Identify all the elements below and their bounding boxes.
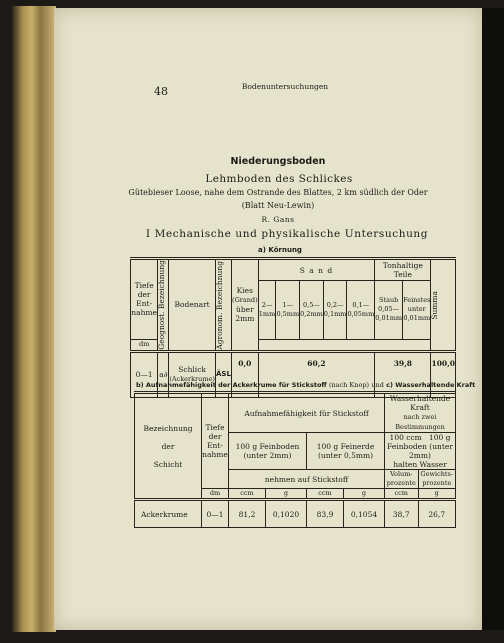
running-title: Bodenuntersuchungen — [241, 82, 329, 91]
nehmen-header: nehmen auf Stickstoff — [229, 470, 385, 489]
col-bodenart-header: Bodenart — [169, 259, 216, 352]
grain-size-table — [130, 257, 456, 398]
tiefe-b-unit: dm — [202, 489, 229, 500]
row-b-fe-ccm: 83,9 — [307, 500, 344, 528]
table-a-caption: a) Körnung — [258, 246, 302, 254]
col-tiefe-header: Tiefe der Ent- nahme — [131, 259, 158, 340]
row-b-volum: 38,7 — [385, 500, 419, 528]
unit-fe-ccm: ccm — [307, 489, 344, 500]
row-agronom: ÄSL — [215, 351, 231, 397]
col-tonhaltige-header: Tonhaltige Teile — [375, 259, 431, 281]
row-b-gewicht: 26,7 — [418, 500, 455, 528]
volum-header: Volum- prozente — [385, 470, 419, 489]
tiefe-unit: dm — [131, 339, 158, 351]
row-b-fb-g: 0,1020 — [266, 500, 307, 528]
col-wasser-header: Wasserhaltende Kraft nach zwei Bestimmungen — [385, 393, 456, 433]
wasser-sub-header: 100 ccm 100 g Feinboden (unter 2mm) halten Wasser — [385, 433, 456, 470]
gewicht-header: Gewichts- prozente — [418, 470, 455, 489]
row-bodenart: Schlick (Ackerkrume) — [169, 351, 216, 397]
book-page-edges — [12, 6, 56, 632]
row-kies: 0,0 — [232, 351, 259, 397]
sand-col-3: 0,5—0,2mm — [300, 281, 324, 340]
row-tiefe: 0—1 — [131, 351, 158, 397]
row-b-bezeichnung: Ackerkrume — [135, 500, 202, 528]
author: R. Gans — [261, 215, 295, 224]
feinerde-header: 100 g Feinerde (unter 0,5mm) — [307, 433, 385, 470]
col-bezeichnung-header: Bezeichnung der Schicht — [135, 393, 202, 500]
location-line-1: Gütebieser Loose, nahe dem Ostrande des Blattes, 2 km südlich der Oder — [128, 188, 428, 197]
unit-fe-g: g — [344, 489, 385, 500]
analysis-heading: I Mechanische und physikalische Untersuchung — [145, 228, 429, 240]
unit-volum: ccm — [385, 489, 419, 500]
row-sand-total: 60,2 — [258, 351, 375, 397]
location-line-2: (Blatt Neu-Lewin) — [241, 201, 315, 210]
col-geognost-header: Geognost. Bezeichnung — [158, 259, 169, 352]
page-number: 48 — [154, 85, 168, 98]
row-ton-total: 39,8 — [375, 351, 431, 397]
row-geognost: a∂ — [158, 351, 169, 397]
col-agronom-header: Agronom. Bezeichnung — [215, 259, 231, 352]
table-b-caption: b) Aufnahmefähigkeit der Ackerkrume für Stickstoff (nach Knop) und c) Wasserhaltende Kraft — [136, 381, 476, 389]
sand-col-4: 0,2—0,1mm — [323, 281, 347, 340]
col-tiefe-b-header: Tiefe der Ent- nahme — [202, 393, 229, 489]
sand-col-5: 0,1—0,05mm — [347, 281, 375, 340]
col-summa-header: Summa — [431, 259, 456, 352]
row-b-fb-ccm: 81,2 — [229, 500, 266, 528]
scan-background — [482, 8, 504, 630]
feinstes-header: Feinstes unter 0,01mm — [403, 281, 431, 340]
row-b-tiefe: 0—1 — [202, 500, 229, 528]
row-b-fe-g: 0,1054 — [344, 500, 385, 528]
row-summa: 100,0 — [431, 351, 456, 397]
sand-col-1: 2—1mm — [258, 281, 276, 340]
feinboden-header: 100 g Feinboden (unter 2mm) — [229, 433, 307, 470]
unit-gewicht: g — [418, 489, 455, 500]
col-aufnahme-header: Aufnahmefähigkeit für Stickstoff — [229, 393, 385, 433]
sand-col-2: 1—0,5mm — [276, 281, 300, 340]
section-title: Niederungsboden — [230, 156, 326, 167]
unit-fb-g: g — [266, 489, 307, 500]
unit-fb-ccm: ccm — [229, 489, 266, 500]
staub-header: Staub 0,05— 0,01mm — [375, 281, 403, 340]
col-sand-header: S a n d — [258, 259, 375, 281]
col-kies-header: Kies (Grand) über 2mm — [232, 259, 259, 352]
nitrogen-water-table — [134, 391, 456, 528]
section-subtitle: Lehmboden des Schlickes — [205, 173, 353, 185]
book-page — [54, 8, 482, 630]
